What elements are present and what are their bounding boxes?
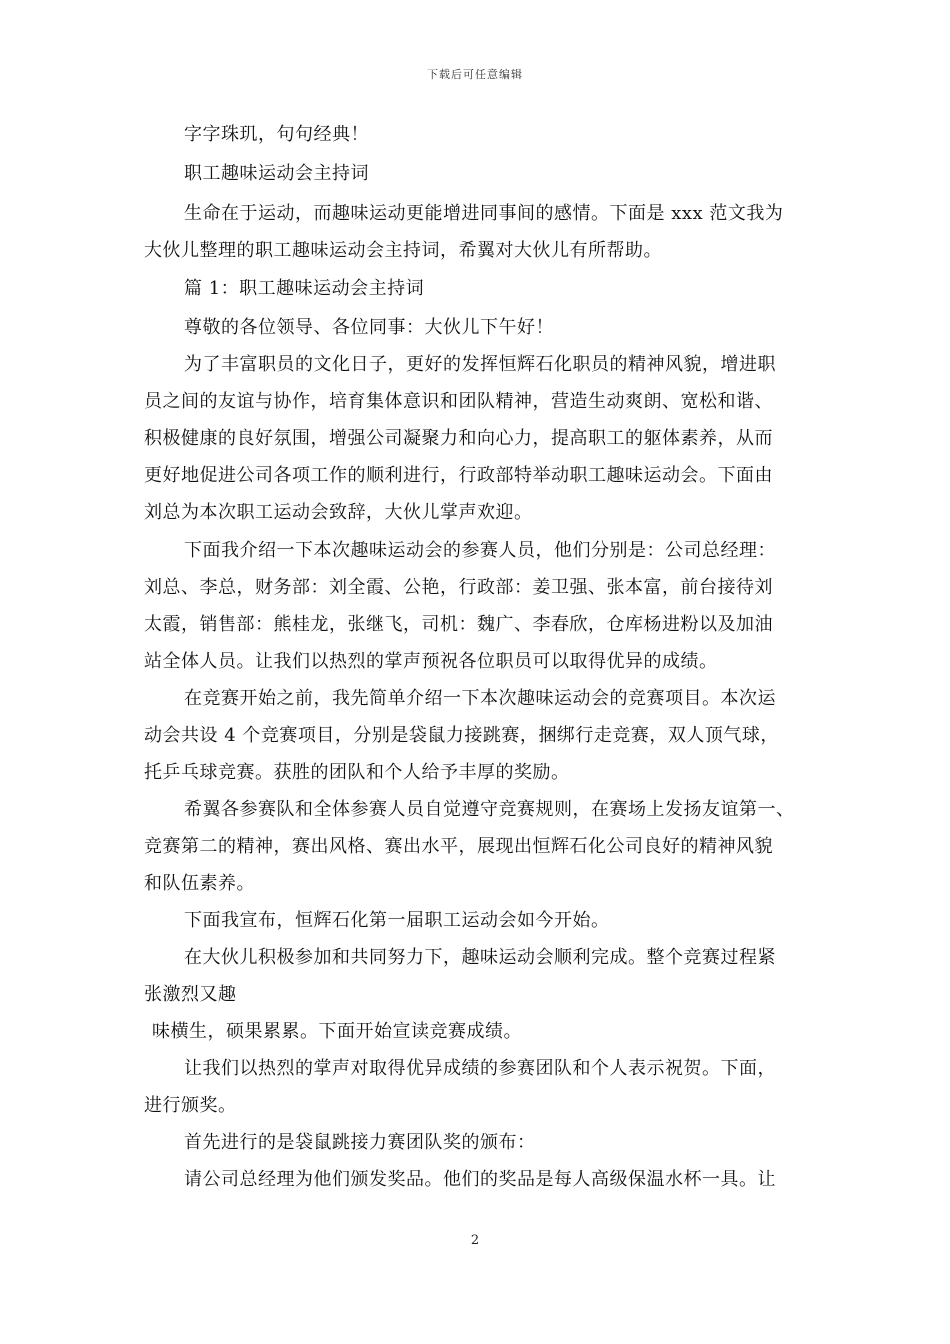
page-header: 下载后可任意编辑: [427, 68, 523, 81]
page-number: 2: [470, 1233, 480, 1248]
text-line: 生命在于运动，而趣味运动更能增进同事间的感情。下面是 xxx 范文我为: [184, 203, 784, 224]
text-line: 积极健康的良好氛围，增强公司凝聚力和向心力，提高职工的躯体素养，从而: [144, 428, 773, 449]
text-line: 站全体人员。让我们以热烈的掌声预祝各位职员可以取得优异的成绩。: [144, 651, 718, 672]
text-line: 大伙儿整理的职工趣味运动会主持词，希翼对大伙儿有所帮助。: [144, 240, 662, 261]
text-line: 竞赛第二的精神，赛出风格、赛出水平，展现出恒辉石化公司良好的精神风貌: [144, 836, 773, 857]
text-line: 动会共设 4 个竞赛项目，分别是袋鼠力接跳赛，捆绑行走竞赛，双人顶气球，: [144, 725, 779, 746]
text-line: 张激烈又趣: [144, 984, 237, 1005]
text-line: 太霞，销售部：熊桂龙，张继飞，司机：魏广、李春欣，仓库杨进粉以及加油: [144, 614, 773, 635]
text-line: 请公司总经理为他们颁发奖品。他们的奖品是每人高级保温水杯一具。让: [184, 1169, 776, 1190]
text-line: 让我们以热烈的掌声对取得优异成绩的参赛团队和个人表示祝贺。下面，: [184, 1058, 776, 1079]
text-line: 希翼各参赛队和全体参赛人员自觉遵守竞赛规则，在赛场上发扬友谊第一、: [184, 799, 795, 820]
text-line: 更好地促进公司各项工作的顺利进行，行政部特举动职工趣味运动会。下面由: [144, 465, 773, 486]
text-line: 员之间的友谊与协作，培育集体意识和团队精神，营造生动爽朗、宽松和谐、: [144, 391, 773, 412]
text-line: 下面我介绍一下本次趣味运动会的参赛人员，他们分别是：公司总经理：: [184, 540, 776, 561]
text-line: 首先进行的是袋鼠跳接力赛团队奖的颁布：: [184, 1132, 536, 1153]
text-line: 和队伍素养。: [144, 873, 255, 894]
text-line: 进行颁奖。: [144, 1095, 237, 1116]
text-line: 刘总、李总，财务部：刘全霞、公艳，行政部：姜卫强、张本富，前台接待刘: [144, 577, 773, 598]
text-line: 在大伙儿积极参加和共同努力下，趣味运动会顺利完成。整个竞赛过程紧: [184, 947, 776, 968]
text-line: 职工趣味运动会主持词: [184, 163, 369, 184]
text-line: 尊敬的各位领导、各位同事：大伙儿下午好！: [184, 317, 554, 338]
text-line: 刘总为本次职工运动会致辞，大伙儿掌声欢迎。: [144, 502, 533, 523]
text-line: 字字珠玑，句句经典！: [184, 124, 369, 145]
text-line: 下面我宣布，恒辉石化第一届职工运动会如今开始。: [184, 910, 610, 931]
text-line: 托乒乓球竞赛。获胜的团队和个人给予丰厚的奖励。: [144, 762, 570, 783]
text-line: 篇 1：职工趣味运动会主持词: [184, 278, 425, 299]
text-line: 味横生，硕果累累。下面开始宣读竞赛成绩。: [152, 1021, 522, 1042]
text-line: 在竞赛开始之前，我先简单介绍一下本次趣味运动会的竞赛项目。本次运: [184, 688, 776, 709]
text-line: 为了丰富职员的文化日子，更好的发挥恒辉石化职员的精神风貌，增进职: [184, 354, 776, 375]
